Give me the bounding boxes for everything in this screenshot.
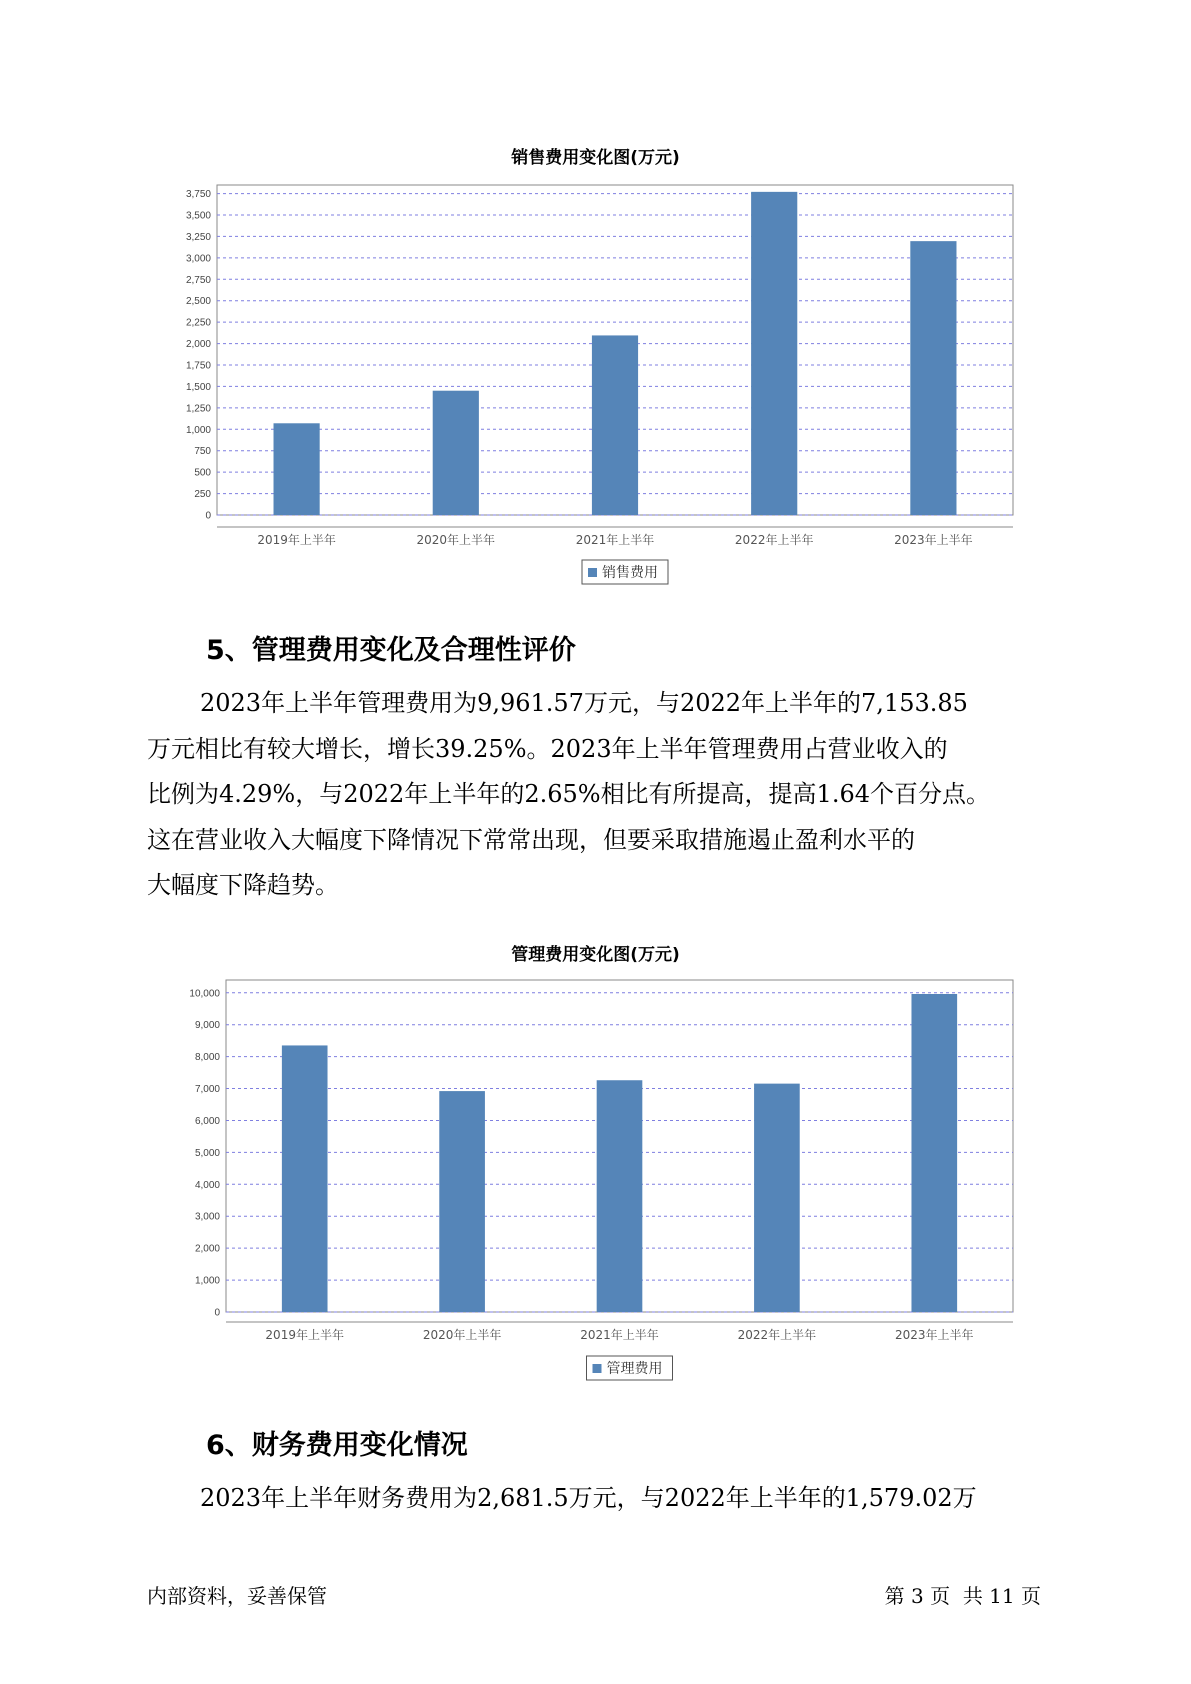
bar — [911, 994, 957, 1312]
section-heading: 5、管理费用变化及合理性评价 — [206, 635, 576, 666]
y-tick-label: 3,000 — [185, 253, 211, 265]
legend-swatch — [593, 1364, 602, 1373]
paragraph — [147, 1476, 1047, 1522]
paragraph-line: 2023年上半年管理费用为9,961.57万元，与2022年上半年的7,153.85 — [200, 689, 968, 717]
x-tick-label: 2019年上半年 — [265, 1328, 344, 1342]
paragraph-line: 万元相比有较大增长，增长39.25%。2023年上半年管理费用占营业收入的 — [147, 734, 948, 763]
paragraph-line: 比例为4.29%，与2022年上半年的2.65%相比有所提高，提高1.64个百分点。 — [147, 780, 990, 808]
legend-label: 销售费用 — [602, 565, 658, 581]
y-tick-label: 250 — [194, 489, 211, 501]
y-tick-label: 9,000 — [194, 1020, 220, 1032]
y-tick-label: 3,250 — [185, 231, 211, 243]
y-tick-label: 1,000 — [194, 1275, 220, 1287]
y-tick-label: 7,000 — [194, 1084, 220, 1096]
y-tick-label: 2,500 — [185, 296, 211, 308]
y-tick-label: 5,000 — [194, 1147, 220, 1159]
x-tick-label: 2020年上半年 — [422, 1328, 502, 1342]
chart-title: 管理费用变化图(万元) — [511, 945, 680, 965]
paragraph-line: 2023年上半年财务费用为2,681.5万元，与2022年上半年的1,579.02万 — [200, 1484, 977, 1512]
y-tick-label: 2,000 — [185, 339, 211, 351]
section-heading: 6、财务费用变化情况 — [206, 1430, 468, 1461]
y-tick-label: 6,000 — [194, 1115, 220, 1127]
y-tick-label: 1,750 — [185, 360, 211, 372]
x-tick-label: 2022年上半年 — [737, 1328, 817, 1342]
y-tick-label: 750 — [194, 446, 211, 458]
bar — [597, 1080, 643, 1312]
x-tick-label: 2021年上半年 — [575, 533, 655, 547]
x-tick-label: 2023年上半年 — [895, 1328, 974, 1342]
x-tick-label: 2019年上半年 — [257, 533, 336, 547]
y-tick-label: 3,000 — [194, 1211, 220, 1223]
y-tick-label: 8,000 — [194, 1052, 220, 1064]
paragraph-line: 这在营业收入大幅度下降情况下常常出现，但要采取措施遏止盈利水平的 — [147, 825, 915, 854]
y-tick-label: 4,000 — [194, 1179, 220, 1191]
y-tick-label: 0 — [214, 1307, 220, 1319]
x-tick-label: 2020年上半年 — [416, 533, 496, 547]
paragraph-line: 大幅度下降趋势。 — [147, 871, 339, 899]
y-tick-label: 500 — [194, 467, 211, 479]
x-tick-label: 2023年上半年 — [894, 533, 973, 547]
y-tick-label: 1,500 — [185, 381, 211, 393]
y-tick-label: 2,750 — [185, 274, 211, 286]
footer-page-number: 第 3 页 共 11 页 — [884, 1584, 1041, 1608]
y-tick-label: 0 — [205, 510, 211, 522]
x-tick-label: 2022年上半年 — [734, 533, 814, 547]
y-tick-label: 2,250 — [185, 317, 211, 329]
bar — [282, 1045, 328, 1312]
bar — [754, 1084, 800, 1312]
y-tick-label: 3,750 — [185, 189, 211, 201]
y-tick-label: 1,250 — [185, 403, 211, 415]
y-tick-label: 3,500 — [185, 210, 211, 222]
x-tick-label: 2021年上半年 — [580, 1328, 659, 1342]
y-tick-label: 1,000 — [185, 424, 211, 436]
chart-title: 销售费用变化图(万元) — [511, 148, 680, 168]
y-tick-label: 10,000 — [189, 988, 220, 1000]
legend-label: 管理费用 — [606, 1361, 663, 1377]
bar — [439, 1091, 485, 1312]
y-tick-label: 2,000 — [194, 1243, 220, 1255]
footer-left: 内部资料，妥善保管 — [147, 1584, 327, 1608]
